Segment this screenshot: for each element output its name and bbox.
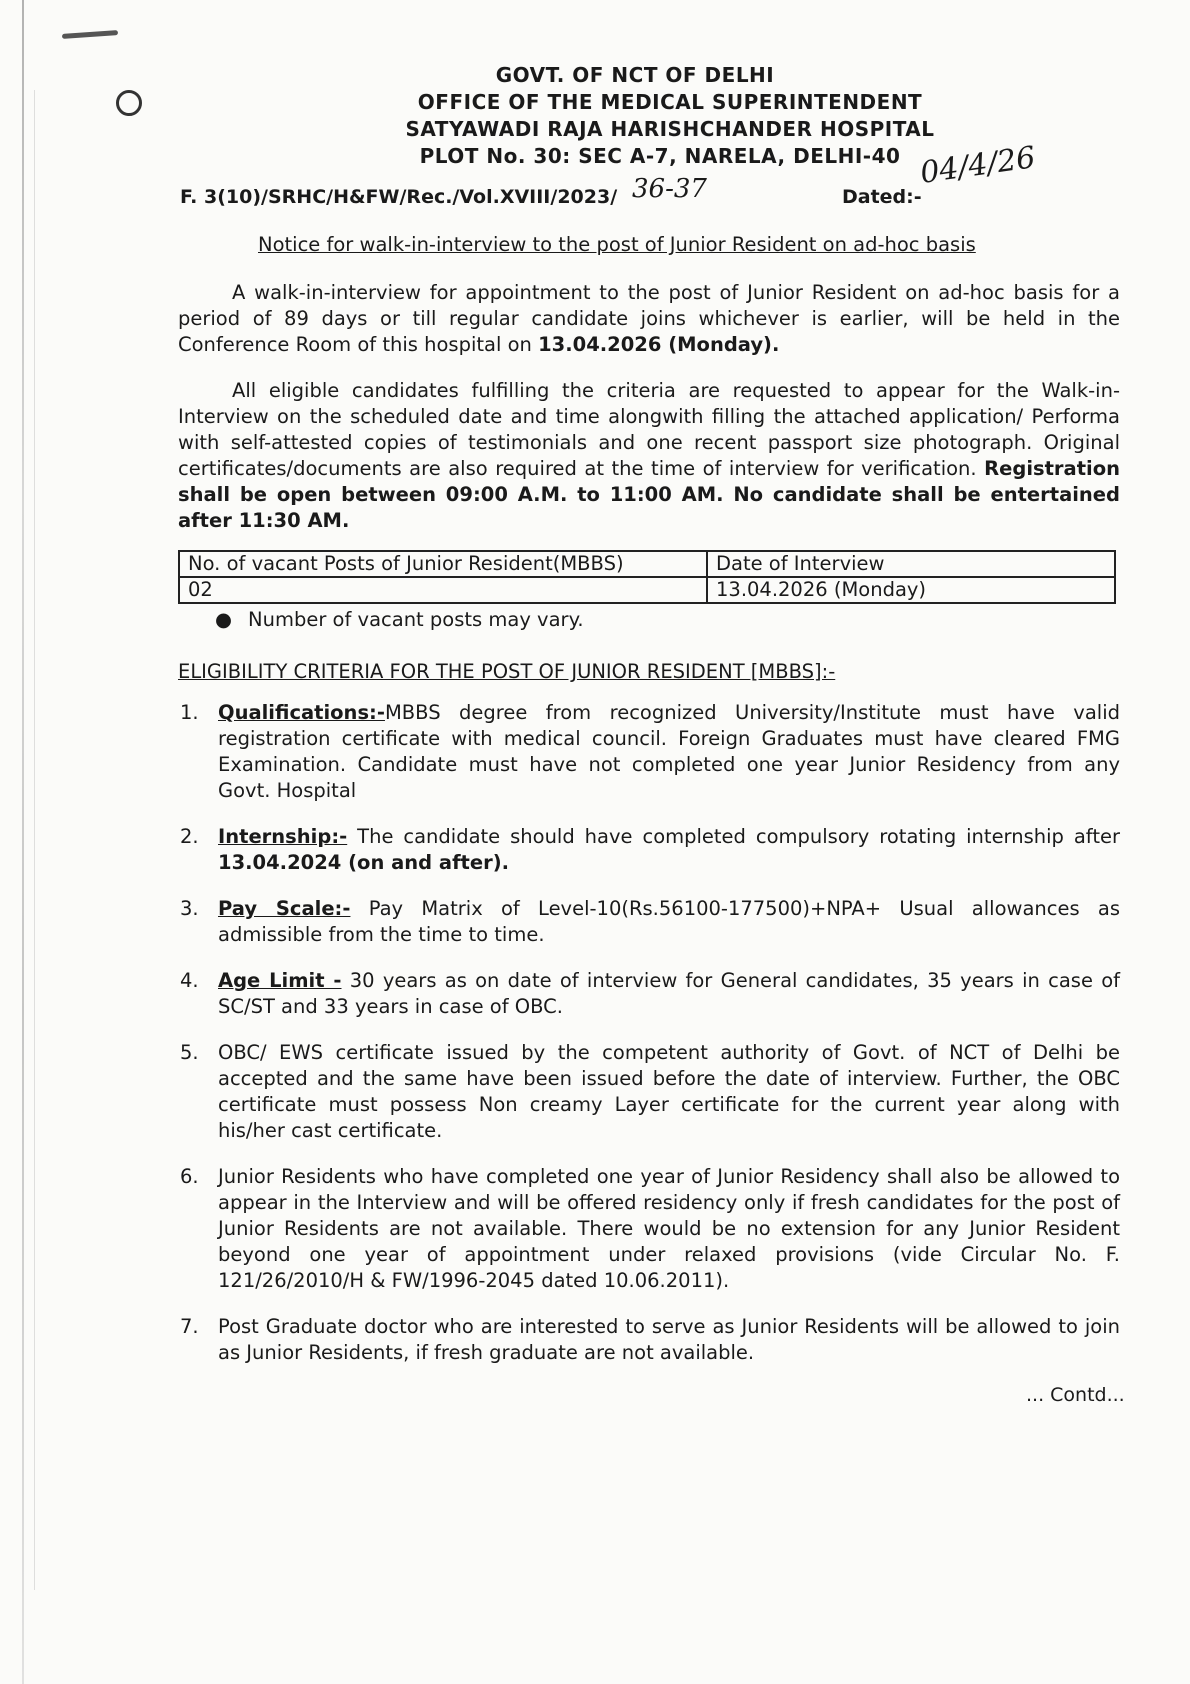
list-item	[178, 968, 1120, 1020]
item-number: 1.	[180, 701, 199, 724]
item-number: 7.	[180, 1315, 199, 1338]
instructions-paragraph	[178, 378, 1120, 534]
interview-date-bold: 13.04.2026 (Monday).	[538, 333, 780, 356]
item-number: 3.	[180, 897, 199, 920]
govt-title: GOVT. OF NCT OF DELHI	[495, 63, 775, 87]
list-item	[178, 824, 1120, 876]
list-item	[178, 1314, 1120, 1366]
list-item	[178, 700, 1120, 804]
item-text: OBC/ EWS certificate issued by the competent authority of Govt. of NCT of Delhi be accepted and the same have been issued before the date of interview. Further, the OBC certificate must possess Non creamy Layer certificate for the current year along with his/her cast certificate.	[218, 1041, 1120, 1142]
table-row	[179, 577, 1115, 603]
item-bold: 13.04.2024 (on and after).	[218, 851, 510, 874]
cell-vacant-posts: 02	[179, 577, 707, 603]
intro-paragraph	[178, 280, 1120, 358]
hospital-name: SATYAWADI RAJA HARISHCHANDER HOSPITAL	[405, 117, 935, 141]
office-title: OFFICE OF THE MEDICAL SUPERINTENDENT	[417, 90, 923, 114]
bullet-icon: ●	[215, 608, 233, 631]
vacancy-note	[215, 608, 584, 631]
item-text: 30 years as on date of interview for General candidates, 35 years in case of SC/ST and 33 years in case of OBC.	[218, 969, 1120, 1018]
header-interview-date: Date of Interview	[707, 551, 1115, 577]
hospital-address: PLOT No. 30: SEC A-7, NARELA, DELHI-40	[419, 144, 901, 168]
list-item	[178, 896, 1120, 948]
item-text: The candidate should have completed compulsory rotating internship after	[347, 825, 1120, 848]
file-reference: F. 3(10)/SRHC/H&FW/Rec./Vol.XVIII/2023/	[180, 186, 618, 208]
instructions-text: All eligible candidates fulfilling the criteria are requested to appear for the Walk-in-Interview on the scheduled date and time alongwith filling the attached application/ Performa with self-attested copies of testimonials and one recent passport size photograph. Original certificates/documents are also required at the time of interview for verification.	[178, 379, 1120, 480]
item-text: MBBS degree from recognized University/Institute must have valid registration certificate with medical council. Foreign Graduates must have cleared FMG Examination. Candidate must have not completed one year Junior Residency from any Govt. Hospital	[218, 701, 1120, 802]
list-item	[178, 1164, 1120, 1294]
eligibility-criteria-list	[178, 700, 1120, 1366]
item-number: 6.	[180, 1165, 199, 1188]
header-vacant-posts: No. of vacant Posts of Junior Resident(MBBS)	[179, 551, 707, 577]
vacancy-table	[178, 550, 1116, 604]
notice-title: Notice for walk-in-interview to the post of Junior Resident on ad-hoc basis	[258, 233, 976, 256]
item-term: Age Limit -	[218, 969, 342, 992]
table-header-row	[179, 551, 1115, 577]
cell-interview-date: 13.04.2026 (Monday)	[707, 577, 1115, 603]
item-text: Post Graduate doctor who are interested to serve as Junior Residents will be allowed to join as Junior Residents, if fresh graduate are not available.	[218, 1315, 1120, 1364]
eligibility-title: ELIGIBILITY CRITERIA FOR THE POST OF JUNIOR RESIDENT [MBBS]:-	[178, 660, 836, 683]
handwritten-reference-number: 36-37	[632, 174, 707, 204]
item-text: Pay Matrix of Level-10(Rs.56100-177500)+NPA+ Usual allowances as admissible from the time to time.	[218, 897, 1121, 946]
item-number: 2.	[180, 825, 199, 848]
item-term: Qualifications:-	[218, 701, 385, 724]
list-item	[178, 1040, 1120, 1144]
item-text: Junior Residents who have completed one year of Junior Residency shall also be allowed to appear in the Interview and will be offered residency only if fresh candidates for the post of Junior Residents are not available. There would be no extension for any Junior Resident beyond one year of appointment under relaxed provisions (vide Circular No. F. 121/26/2010/H & FW/1996-2045 dated 10.06.2011).	[218, 1165, 1120, 1292]
item-term: Internship:-	[218, 825, 348, 848]
registration-timing-bold: Registration shall be open between 09:00 A.M. to 11:00 AM. No candidate shall be entertained after 11:30 AM.	[178, 457, 1120, 532]
item-number: 4.	[180, 969, 199, 992]
vacancy-note-text: Number of vacant posts may vary.	[248, 608, 584, 631]
intro-text: A walk-in-interview for appointment to the post of Junior Resident on ad-hoc basis for a period of 89 days or till regular candidate joins whichever is earlier, will be held in the Conference Room of this hospital on	[178, 281, 1120, 356]
item-term: Pay Scale:-	[218, 897, 351, 920]
handwritten-date: 04/4/26	[918, 140, 1038, 191]
dated-label: Dated:-	[842, 186, 922, 208]
continued-marker: ... Contd...	[1026, 1384, 1125, 1406]
item-number: 5.	[180, 1041, 199, 1064]
